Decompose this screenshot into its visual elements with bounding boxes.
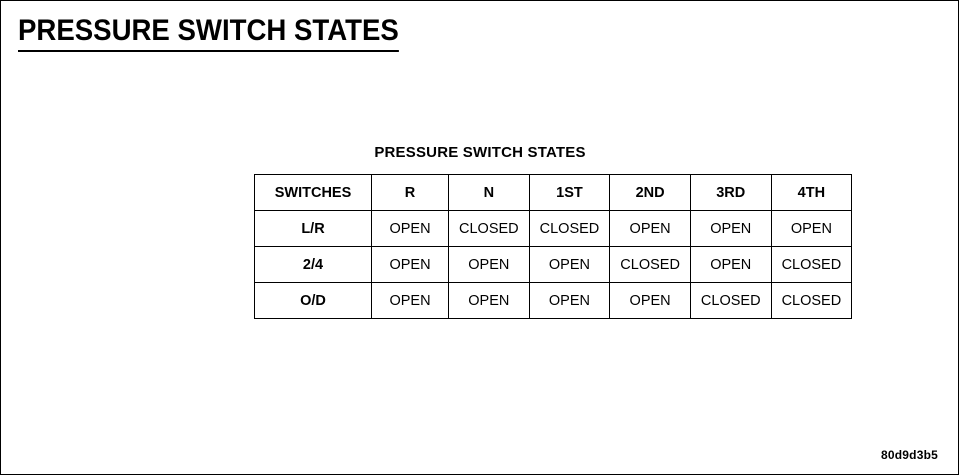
- cell-lr-n: CLOSED: [449, 211, 530, 247]
- column-header-4th: 4TH: [771, 175, 852, 211]
- column-header-3rd: 3RD: [690, 175, 771, 211]
- cell-lr-r: OPEN: [372, 211, 449, 247]
- row-label-24: 2/4: [255, 247, 372, 283]
- table-body: [255, 211, 852, 319]
- cell-lr-1st: CLOSED: [529, 211, 610, 247]
- cell-od-2nd: OPEN: [610, 283, 691, 319]
- cell-24-2nd: CLOSED: [610, 247, 691, 283]
- cell-24-1st: OPEN: [529, 247, 610, 283]
- cell-od-r: OPEN: [372, 283, 449, 319]
- table-caption: PRESSURE SWITCH STATES: [374, 144, 586, 161]
- figure-code: 80d9d3b5: [881, 448, 938, 462]
- row-label-od: O/D: [255, 283, 372, 319]
- page-title: PRESSURE SWITCH STATES: [18, 14, 399, 52]
- row-label-lr: L/R: [255, 211, 372, 247]
- cell-24-4th: CLOSED: [771, 247, 852, 283]
- table-row: [255, 283, 852, 319]
- table-header-row: [255, 175, 852, 211]
- pressure-switch-states-table: [254, 174, 852, 319]
- column-header-switches: SWITCHES: [255, 175, 372, 211]
- cell-24-n: OPEN: [449, 247, 530, 283]
- table-header: [255, 175, 852, 211]
- cell-lr-2nd: OPEN: [610, 211, 691, 247]
- column-header-n: N: [449, 175, 530, 211]
- column-header-1st: 1ST: [529, 175, 610, 211]
- cell-od-n: OPEN: [449, 283, 530, 319]
- column-header-r: R: [372, 175, 449, 211]
- pressure-switch-states-table-container: [254, 174, 852, 319]
- cell-od-1st: OPEN: [529, 283, 610, 319]
- table-row: [255, 247, 852, 283]
- cell-od-3rd: CLOSED: [690, 283, 771, 319]
- cell-24-3rd: OPEN: [690, 247, 771, 283]
- table-row: [255, 211, 852, 247]
- cell-24-r: OPEN: [372, 247, 449, 283]
- cell-lr-4th: OPEN: [771, 211, 852, 247]
- column-header-2nd: 2ND: [610, 175, 691, 211]
- cell-od-4th: CLOSED: [771, 283, 852, 319]
- cell-lr-3rd: OPEN: [690, 211, 771, 247]
